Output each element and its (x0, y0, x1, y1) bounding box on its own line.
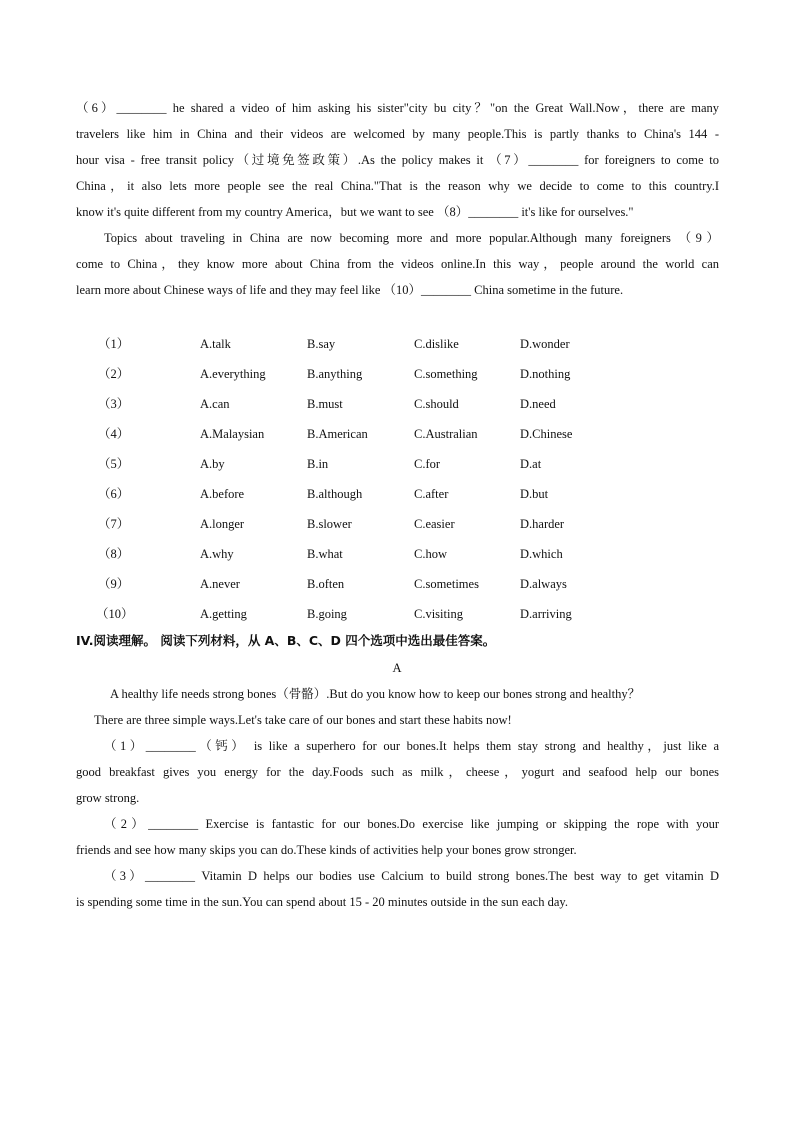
option-a: A.getting (200, 607, 247, 621)
option-row (76, 606, 676, 622)
passage-line: travelers like him in China and their videos are welcomed by many people.This is partly thanks to China's 144 - (76, 127, 719, 141)
question-number: （2） (98, 367, 130, 381)
option-d: D.need (520, 397, 556, 411)
reading-line: （3）________ Vitamin D helps our bodies use Calcium to build strong bones.The best way to get vitamin D (104, 869, 719, 883)
option-a: A.why (200, 547, 234, 561)
reading-line: grow strong. (76, 791, 140, 805)
question-number: （9） (98, 577, 130, 591)
passage-line: Topics about traveling in China are now becoming more and more popular.Although many foreigners （9） (104, 231, 719, 245)
reading-line: is spending some time in the sun.You can spend about 15 - 20 minutes outside in the sun each day. (76, 895, 568, 909)
question-number: （10） (96, 607, 134, 621)
reading-line: （1）________（钙） is like a superhero for our bones.It helps them stay strong and healthy，just like a (104, 739, 719, 753)
option-d: D.which (520, 547, 563, 561)
option-d: D.arriving (520, 607, 572, 621)
reading-line: friends and see how many skips you can do.These kinds of activities help your bones grow stronger. (76, 843, 577, 857)
option-b: B.often (307, 577, 345, 591)
passage-line: China，it also lets more people see the real China."That is the reason why we decide to come to this country.I (76, 179, 719, 193)
option-d: D.always (520, 577, 567, 591)
option-c: C.easier (414, 517, 455, 531)
question-number: （3） (98, 397, 130, 411)
option-b: B.in (307, 457, 329, 471)
option-b: B.must (307, 397, 343, 411)
passage-line: learn more about Chinese ways of life and they may feel like （10）________ China sometime in the future. (76, 283, 624, 297)
reading-line: （2）________ Exercise is fantastic for our bones.Do exercise like jumping or skipping the rope with your (104, 817, 719, 831)
option-a: A.before (200, 487, 245, 501)
option-c: C.should (414, 397, 459, 411)
option-c: C.visiting (414, 607, 463, 621)
passage-line: know it's quite different from my country America，but we want to see （8）________ it's like for ourselves." (76, 205, 634, 219)
option-row (76, 336, 676, 352)
option-d: D.wonder (520, 337, 570, 351)
question-number: （7） (98, 517, 130, 531)
reading-line: There are three simple ways.Let's take care of our bones and start these habits now! (94, 713, 512, 727)
section-heading: IV.阅读理解。 阅读下列材料，从 A、B、C、D 四个选项中选出最佳答案。 (76, 633, 496, 648)
reading-line: good breakfast gives you energy for the day.Foods such as milk，cheese，yogurt and seafood help our bones (76, 765, 719, 779)
option-c: C.Australian (414, 427, 478, 441)
passage-line: hour visa - free transit policy（过境免签政策）.As the policy makes it （7）________ for foreigners to come to (76, 153, 719, 167)
option-b: B.American (307, 427, 368, 441)
passage-line: （6）________ he shared a video of him asking his sister"city bu city？"on the Great Wall.Now，there are many (76, 101, 719, 115)
option-a: A.by (200, 457, 225, 471)
option-row (76, 576, 676, 592)
option-c: C.something (414, 367, 478, 381)
option-d: D.at (520, 457, 542, 471)
option-b: B.anything (307, 367, 363, 381)
option-row (76, 486, 676, 502)
section-a-title: A (392, 661, 402, 675)
option-row (76, 516, 676, 532)
option-a: A.never (200, 577, 240, 591)
option-row (76, 426, 676, 442)
option-a: A.Malaysian (200, 427, 265, 441)
option-row (76, 366, 676, 382)
option-row (76, 396, 676, 412)
option-d: D.harder (520, 517, 565, 531)
reading-line: A healthy life needs strong bones（骨骼）.But do you know how to keep our bones strong and healthy？ (110, 687, 641, 701)
option-b: B.although (307, 487, 363, 501)
option-row (76, 546, 676, 562)
option-b: B.slower (307, 517, 352, 531)
option-c: C.how (414, 547, 447, 561)
option-b: B.going (307, 607, 347, 621)
option-c: C.after (414, 487, 449, 501)
question-number: （8） (98, 547, 130, 561)
option-c: C.sometimes (414, 577, 479, 591)
option-row (76, 456, 676, 472)
option-c: C.for (414, 457, 441, 471)
option-a: A.longer (200, 517, 245, 531)
option-b: B.say (307, 337, 336, 351)
option-a: A.can (200, 397, 230, 411)
option-d: D.but (520, 487, 549, 501)
question-number: （5） (98, 457, 130, 471)
question-number: （4） (98, 427, 130, 441)
option-d: D.Chinese (520, 427, 573, 441)
option-a: A.everything (200, 367, 266, 381)
option-c: C.dislike (414, 337, 459, 351)
option-d: D.nothing (520, 367, 571, 381)
question-number: （1） (98, 337, 130, 351)
option-b: B.what (307, 547, 343, 561)
passage-line: come to China，they know more about China from the videos online.In this way，people around the world can (76, 257, 719, 271)
option-a: A.talk (200, 337, 231, 351)
question-number: （6） (98, 487, 130, 501)
